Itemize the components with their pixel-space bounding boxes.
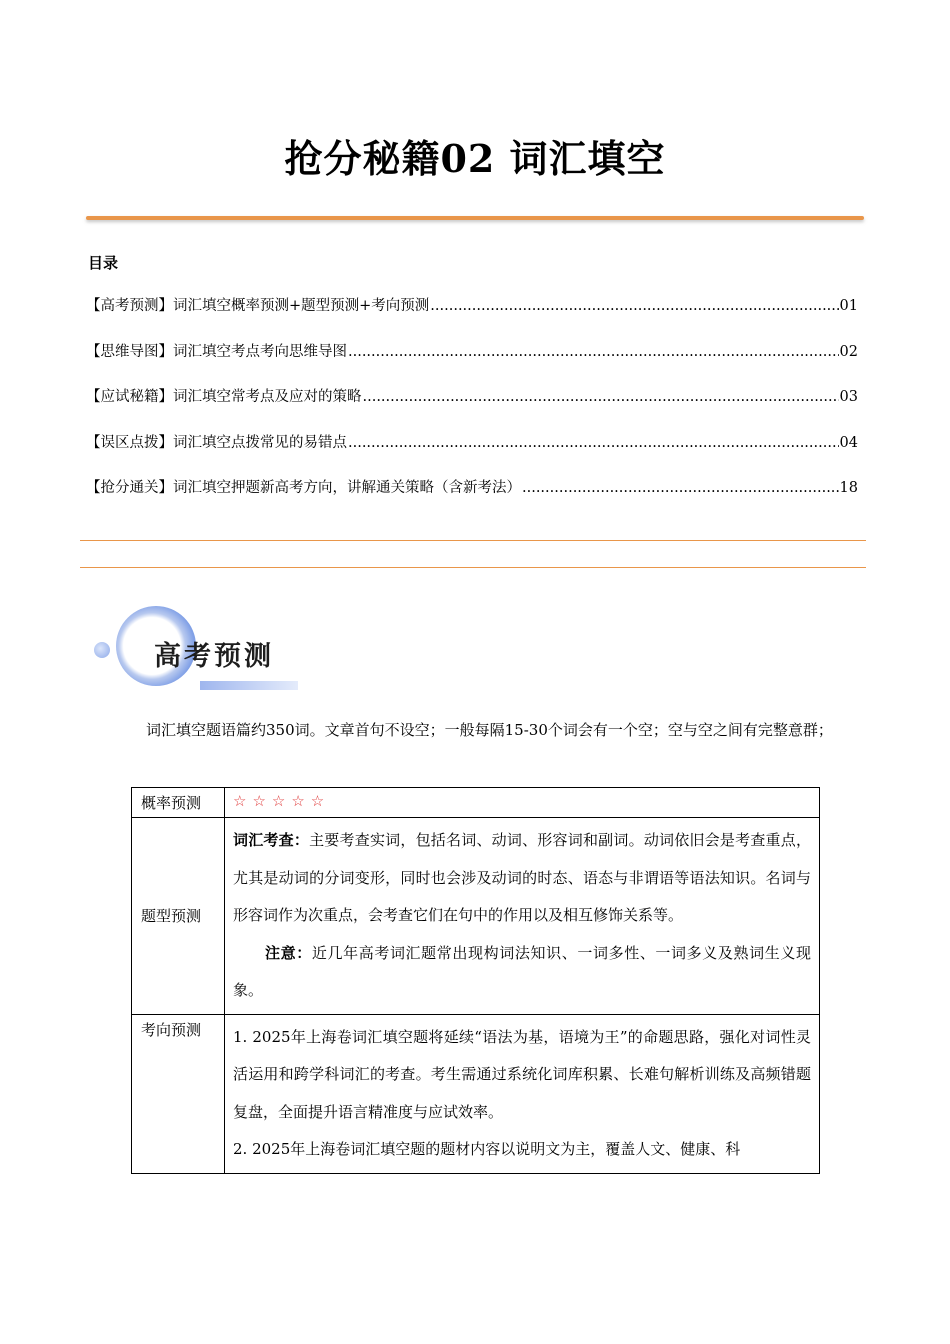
trend-item-1: 1. 2025年上海卷词汇填空题将延续“语法为基，语境为王”的命题思路，强化对词性灵活运用和跨学科词汇的考查。考生需通过系统化词库积累、长难句解析训练及高频错题复盘，全面提升语言精准度与应试效率。 (233, 1027, 811, 1121)
table-row (132, 1014, 820, 1173)
intro-paragraph: 词汇填空题语篇约350词。文章首句不设空；一般每隔15-30个词会有一个空；空与空之间有完整意群； (146, 721, 833, 739)
section-divider-bottom (80, 567, 866, 568)
toc-item-label: 【应试秘籍】词汇填空常考点及应对的策略 (86, 389, 362, 405)
banner-bar-decoration (200, 681, 298, 690)
toc-leader-dots (363, 389, 839, 405)
note-label: 注意： (265, 943, 312, 962)
toc-item-page: 03 (839, 389, 858, 405)
section-title: 高考预测 (154, 641, 274, 672)
toc-heading: 目录 (88, 254, 119, 272)
page-title: 抢分秘籍02 词汇填空 (284, 136, 666, 181)
section-divider-top (80, 540, 866, 541)
toc-item-label: 【高考预测】词汇填空概率预测+题型预测+考向预测 (86, 298, 430, 314)
note-text: 近几年高考词汇题常出现构词法知识、一词多性、一词多义及熟词生义现象。 (233, 943, 811, 999)
row-key: 考向预测 (132, 1014, 225, 1173)
toc-item[interactable] (86, 340, 858, 386)
title-divider (86, 216, 864, 220)
toc-leader-dots (348, 435, 839, 451)
toc-item-page: 04 (839, 434, 858, 451)
toc-item[interactable] (86, 476, 858, 522)
vocab-text: 主要考查实词，包括名词、动词、形容词和副词。动词依旧会是考查重点，尤其是动词的分词变形，同时也会涉及动词的时态、语态与非谓语等语法知识。名词与形容词作为次重点，会考查它们在句中的作用以及相互修饰关系等。 (233, 831, 811, 924)
toc-item[interactable] (86, 431, 858, 477)
toc-leader-dots (348, 344, 839, 360)
toc-item[interactable] (86, 294, 858, 340)
trend-cell (225, 1014, 820, 1173)
toc-item-page: 18 (839, 480, 858, 496)
prediction-table (131, 787, 820, 1174)
table-row (132, 818, 820, 1015)
toc-item[interactable] (86, 385, 858, 431)
toc-item-page: 01 (839, 298, 858, 314)
probability-stars (225, 788, 820, 818)
question-type-cell (225, 818, 820, 1015)
table-of-contents (86, 294, 858, 522)
toc-item-page: 02 (839, 343, 858, 360)
toc-leader-dots (430, 298, 838, 314)
trend-item-2: 2. 2025年上海卷词汇填空题的题材内容以说明文为主，覆盖人文、健康、科 (233, 1140, 741, 1158)
table-row (132, 788, 820, 818)
toc-item-label: 【抢分通关】词汇填空押题新高考方向，讲解通关策略（含新考法） (86, 480, 521, 496)
toc-leader-dots (522, 480, 839, 496)
toc-item-label: 【误区点拨】词汇填空点拨常见的易错点 (86, 434, 347, 451)
section-banner (92, 604, 307, 696)
banner-dot-decoration (94, 642, 110, 658)
row-key: 题型预测 (132, 818, 225, 1015)
toc-item-label: 【思维导图】词汇填空考点考向思维导图 (86, 343, 347, 360)
vocab-label: 词汇考查： (233, 831, 310, 849)
star-rating: ☆☆☆☆☆ (233, 792, 331, 810)
row-key: 概率预测 (132, 788, 225, 818)
